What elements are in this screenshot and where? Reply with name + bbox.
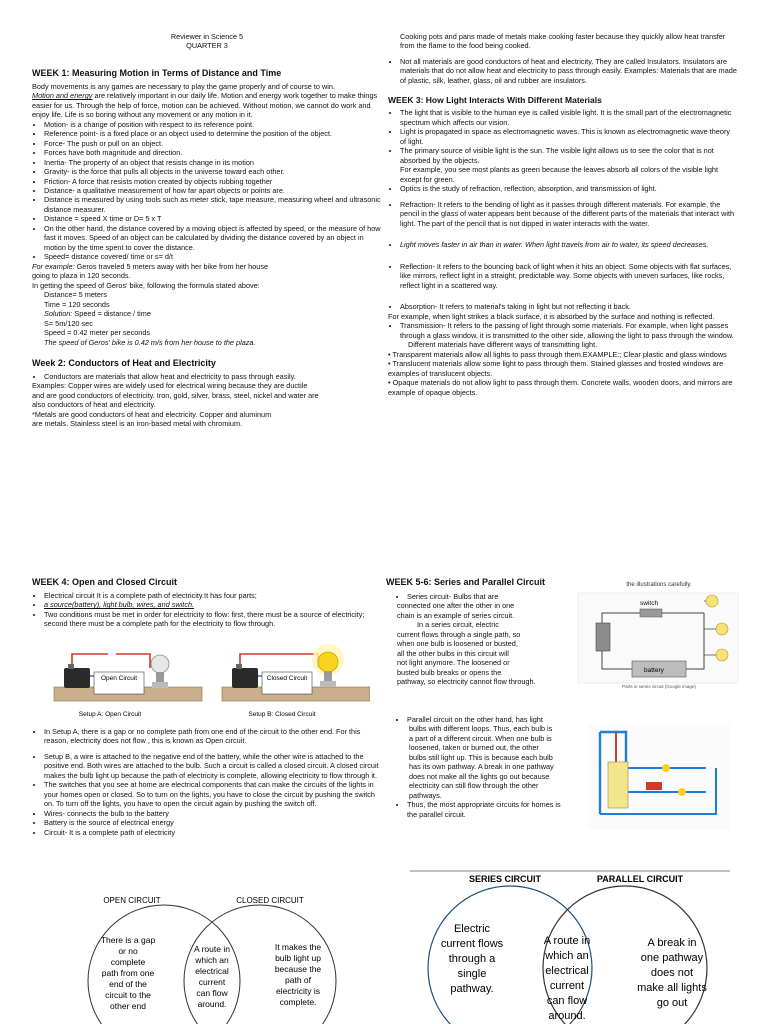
week1-intro-a: Body movements is any games are necessary to play the game properly and of course to win. <box>32 81 335 91</box>
svg-text:can flow: can flow <box>546 995 588 1007</box>
series-line: pathway, so electricity cannot flow through. <box>397 677 536 687</box>
parallel-text <box>397 715 567 819</box>
transmission-ways: Different materials have different ways of transmitting light. <box>408 340 598 350</box>
venn2-left-text <box>441 923 504 995</box>
list-item: • Circuit- It is a complete path of electricity <box>44 828 382 837</box>
list-item <box>407 715 567 724</box>
light-faster-list <box>388 240 738 249</box>
week3-heading: WEEK 3: How Light Interacts With Different Materials <box>388 95 602 106</box>
svg-text:make all lights: make all lights <box>637 982 707 994</box>
svg-text:complete.: complete. <box>279 997 317 1007</box>
list-item: • Transmission- It refers to the passing of light through some materials. For example, when light passes through a glass window, it is transmitted to the other side, allowing the light to pass through the window. <box>400 321 738 340</box>
svg-text:complete: complete <box>110 957 146 967</box>
list-item: • Distance = speed X time or D= 5 x T <box>44 214 382 223</box>
list-item: • On the other hand, the distance covered by a moving object is affected by speed, or the measure of how fast it moves. Speed of an object can be calculated by dividing the distance covered by an object in motion by the time spent to cover the distance. <box>44 224 382 252</box>
list-item <box>407 592 567 601</box>
list-item: • Optics is the study of refraction, reflection, absorption, and transmission of light. <box>400 184 738 193</box>
venn2-middle-text <box>544 935 590 1022</box>
venn-right-title: CLOSED CIRCUIT <box>236 896 304 905</box>
list-item <box>44 591 382 600</box>
series-list <box>397 592 567 601</box>
svg-text:A route in: A route in <box>543 935 591 947</box>
open-closed-venn-diagram <box>80 893 350 1024</box>
venn-left-text <box>101 935 156 1011</box>
parallel-line: has its own pathway. A break in one pathway <box>409 762 554 772</box>
list-item: • Friction- A force that resists motion created by objects rubbing together <box>44 177 382 186</box>
list-item: • In Setup A, there is a gap or no complete path from one end of the circuit to the other end. For this reason, electricity does not flow , this is known as Open circuit. <box>44 727 382 746</box>
list-item: • Reflection- It refers to the bouncing back of light when it hits an object. Some objects with flat surfaces, like mirrors, reflect light in a straight, predictable way. Some objects with uneven surfaces, like rocks, reflect light in a scattered way. <box>400 262 738 290</box>
open-circuit-label: Open Circuit <box>100 675 138 682</box>
list-item: • The light that is visible to the human eye is called visible light. It is the small part of the electromagnetic spectrum which affects our vision. <box>400 108 738 127</box>
svg-text:does not: does not <box>650 967 694 979</box>
svg-text:electrical: electrical <box>195 966 229 976</box>
list-item: • Light moves faster in air than in water. When light travels from air to water, its speed decreases. <box>400 240 738 249</box>
week1-intro <box>32 82 382 120</box>
parallel-line: bulbs still light up. This is because each bulb <box>409 752 553 762</box>
setup-b-diagram <box>222 644 370 701</box>
list-item: • Distance is measured by using tools such as meter stick, tape measure, measuring wheel and ultrasonic distance measurer. <box>44 195 382 214</box>
list-item: • Absorption- It refers to material's taking in light but not reflecting it back. <box>400 302 738 311</box>
week2-heading: Week 2: Conductors of Heat and Electricity <box>32 358 216 369</box>
parallel-line: a part of a different circuit. When one bulb is <box>409 733 552 743</box>
solution-text: Speed = distance / time <box>72 309 151 319</box>
cooking-text: Cooking pots and pans made of metals make cooking faster because they quickly allow heat transfer from the flame to the food being cooked. <box>400 32 726 51</box>
venn-right-text <box>275 942 322 1007</box>
formula-line: Speed = 0.42 meter per seconds <box>44 328 151 338</box>
list-item: • Two conditions must be met in order for electricity to flow: first, there must be a source of electricity; second there must be a complete path for the electricity to flow through. <box>44 610 382 629</box>
week2-line: *Metals are good conductors of heat and electricity. Copper and aluminum <box>32 409 272 419</box>
svg-text:There is a gap: There is a gap <box>100 935 156 945</box>
series-line: In a series circuit, electric <box>417 620 499 630</box>
opaque-text: • Opaque materials do not allow light to pass through them. Concrete walls, wooden doors, and mirrors are example of opaque objects. <box>388 378 733 397</box>
series-switch-label: switch <box>640 600 659 607</box>
svg-text:can flow: can flow <box>196 988 228 998</box>
svg-text:electricity is: electricity is <box>276 986 320 996</box>
reflection-list <box>388 262 738 290</box>
svg-text:other end: other end <box>110 1001 146 1011</box>
svg-text:because the: because the <box>274 964 322 974</box>
list-item: • Thus, the most appropriate circuits for homes is the parallel circuit. <box>407 800 567 819</box>
list-item: • Light is propagated in space as electromagnetic waves. This is known as electromagnetic wave theory of light. <box>400 127 738 146</box>
closed-circuit-label: Closed Circuit <box>266 675 308 682</box>
absorption-list <box>388 302 738 311</box>
week4-bullet1: Electrical circuit It is a complete path of electricity.It has four parts; <box>44 590 257 600</box>
list-item: • Setup B, a wire is attached to the negative end of the battery, while the other wire is attached to the positive end. Both wires are attached to the bulb. Such a circuit is called a closed circuit. A closed circuit makes the bulb light up because the path of electricity is complete, allowing electricity to flow through it. <box>44 752 382 780</box>
week4-heading: WEEK 4: Open and Closed Circuit <box>32 577 178 587</box>
caption-setup-a: Setup A: Open Circuit <box>78 711 142 718</box>
svg-text:go out: go out <box>656 997 688 1009</box>
example-text: Geros traveled 5 meters away with her bike from her house <box>74 261 269 271</box>
week4-setup-b-list <box>32 752 382 837</box>
list-item: • Motion- is a change of position with respect to its reference point. <box>44 120 382 129</box>
doc-title: Reviewer in Science 5 <box>170 32 244 41</box>
series-text <box>397 592 567 687</box>
parallel-circuit-figure <box>586 722 732 832</box>
week1-solution <box>32 309 382 318</box>
svg-text:A break in: A break in <box>647 937 697 949</box>
week2-line: also conductors of heat and electricity. <box>32 400 156 410</box>
week4-text-top <box>32 577 382 629</box>
list-item: • Gravity- is the force that pulls all objects in the universe toward each other. <box>44 167 382 176</box>
series-line: all the other bulbs in this circuit will <box>397 648 509 658</box>
parallel-line: Parallel circuit on the other hand, has light <box>407 715 543 724</box>
week2-line: are metals. Stainless steel is an iron-based metal with chromium. <box>32 419 243 429</box>
formula-line: S= 5m/120 sec <box>44 318 93 328</box>
series-line: Series circuit- Bulbs that are <box>407 592 499 601</box>
svg-text:Electric: Electric <box>453 923 491 935</box>
list-item: • a source(battery), light bulb, wires, and switch. <box>44 600 382 609</box>
svg-text:which an: which an <box>195 955 229 965</box>
top-left-column <box>32 32 382 429</box>
week1-conclusion: The speed of Geros' bike is 0.42 m/s from her house to the plaza. <box>44 337 256 347</box>
series-fig-top-text: the illustrations carefully. <box>626 582 692 588</box>
transmission-list <box>388 321 738 340</box>
series-circuit-figure <box>574 581 744 691</box>
venn2-right-title: PARALLEL CIRCUIT <box>596 874 684 884</box>
week2-line: and are good conductors of electricity. Iron, gold, silver, brass, steel, nickel and water are <box>32 390 319 400</box>
list-item: • Force- The push or pull on an object. <box>44 139 382 148</box>
svg-text:end of the: end of the <box>109 979 147 989</box>
svg-text:current: current <box>549 980 585 992</box>
week1-bullets <box>32 120 382 262</box>
formula-line: Distance= 5 meters <box>44 290 108 300</box>
week1-example2: going to plaza in 120 seconds. <box>32 271 131 281</box>
week56-heading: WEEK 5-6: Series and Parallel Circuit <box>386 577 546 587</box>
svg-text:which an: which an <box>545 950 589 962</box>
svg-text:around.: around. <box>197 999 227 1009</box>
week3-optics-list <box>388 184 738 193</box>
doc-quarter: QUARTER 3 <box>186 41 228 51</box>
parallel-line: pathways. <box>409 790 442 800</box>
venn-middle-text <box>194 944 230 1009</box>
week1-heading: WEEK 1: Measuring Motion in Terms of Distance and Time <box>32 67 282 78</box>
series-battery-label: battery <box>644 667 664 674</box>
setup-a-diagram <box>54 654 202 701</box>
svg-text:or no: or no <box>118 946 138 956</box>
thus-list <box>397 800 567 819</box>
refraction-list <box>388 200 738 228</box>
list-item: • Speed= distance covered/ time or s= d/t <box>44 252 382 261</box>
series-fig-caption: Parts in series circuit (Google image) <box>622 684 696 689</box>
svg-text:electrical: electrical <box>545 965 589 977</box>
venn2-right-text <box>637 937 707 1009</box>
formula-line: Time = 120 seconds <box>44 299 110 309</box>
week1-formula-intro: In getting the speed of Geros' bike, following the formula stated above: <box>32 280 260 290</box>
list-item: • The switches that you see at home are electrical components that can make the circuits of the lights in your homes open or closed. So to turn on the lights, you have to close the circuit by pushing the switch on. To turn off the lights, you have to open the circuit again by pushing the switch off. <box>44 780 382 808</box>
venn-left-title: OPEN CIRCUIT <box>103 896 161 905</box>
week1-intro-b: are relatively important in our daily life. Motion and energy work together to make things easier for us. Through the help of force, motion can be achieved. Without motion, we cannot do work and enjoy life. Life is so boring without any movement or any motion in it. <box>32 91 378 120</box>
svg-text:pathway.: pathway. <box>450 983 494 995</box>
parallel-line: bulbs with different loops. Thus, each bulb is <box>409 724 553 734</box>
svg-text:It makes the: It makes the <box>274 942 322 952</box>
list-item: • Battery is the source of electrical energy <box>44 818 382 827</box>
week4-text-bottom <box>32 727 382 837</box>
top-right-column <box>388 32 738 397</box>
list-item: • Wires- connects the bulb to the battery <box>44 809 382 818</box>
parallel-list <box>397 715 567 724</box>
series-parallel-venn-diagram <box>410 868 730 1024</box>
parallel-line: electricity can still flow through the other <box>409 781 539 791</box>
venn2-left-title: SERIES CIRCUIT <box>468 874 542 884</box>
week2-bullets <box>32 372 382 381</box>
parallel-line: loosened, taken or burned out, the other <box>409 743 539 753</box>
insulator-list <box>388 57 738 85</box>
svg-text:path from one: path from one <box>101 968 155 978</box>
svg-text:bulb light up: bulb light up <box>275 953 321 963</box>
week1-intro-underlined: Motion and energy <box>32 91 93 101</box>
caption-setup-b: Setup B: Closed Circuit <box>248 711 316 718</box>
list-item: • Inertia- The property of an object that resists change in its motion <box>44 158 382 167</box>
list-item: • Forces have both magnitude and direction. <box>44 148 382 157</box>
svg-text:path of: path of <box>285 975 311 985</box>
series-line: when one bulb is loosened or busted, <box>397 639 518 649</box>
list-item: • Refraction- It refers to the bending of light as it passes through different materials. For example, the pencil in the glass of water appears bent because of the different parts of the materials that interact with light. The part of the pencil that is not dipped in water interacts with the water. <box>400 200 738 228</box>
svg-text:single: single <box>457 968 487 980</box>
list-item: • Distance- a qualitative measurement of how far apart objects or points are. <box>44 186 382 195</box>
list-item: • The primary source of visible light is the sun. The visible light allows us to see the color that is not absorbed by the objects. <box>400 146 738 165</box>
solution-label: Solution: <box>44 309 73 319</box>
list-item: • Conductors are materials that allow heat and electricity to pass through easily. <box>44 372 382 381</box>
svg-text:current flows: current flows <box>440 938 504 950</box>
svg-text:one pathway: one pathway <box>640 952 704 964</box>
week4-bullets <box>32 591 382 629</box>
list-item: • Not all materials are good conductors of heat and electricity. They are called Insulators. Insulators are materials that do not allow heat and electricity to pass through easily. Examples: Materials that are made of plastic, silk, leather, glass, oil and rubber are insulators. <box>400 57 738 85</box>
series-line: connected one after the other in one <box>397 601 515 611</box>
week3-bullets <box>388 108 738 165</box>
svg-text:circuit to the: circuit to the <box>105 990 151 1000</box>
week2-line: Examples: Copper wires are widely used for electrical wiring because they are ductile <box>32 381 308 391</box>
week4-setup-list <box>32 727 382 746</box>
series-line: current flows through a single path, so <box>397 629 521 639</box>
svg-text:through a: through a <box>448 953 496 965</box>
week3-example-green: For example, you see most plants as green because the leaves absorb all colors of the visible light except for green. <box>400 165 718 184</box>
transparent-text: • Transparent materials allow all lights to pass through them.EXAMPLE:; Clear plastic and glass windows <box>388 349 727 359</box>
svg-text:A route in: A route in <box>194 944 230 954</box>
series-line: not light anymore. The loosened or <box>397 658 510 668</box>
parallel-line: does not make all the lights go out because <box>409 771 550 781</box>
list-item: • Reference point- is a fixed place or an object used to determine the position of the object. <box>44 129 382 138</box>
series-line: chain is an example of series circuit. <box>397 610 515 620</box>
svg-text:current: current <box>198 977 226 987</box>
absorption-example: For example, when light strikes a black surface, it is absorbed by the surface and nothing is reflected. <box>388 311 715 321</box>
open-closed-circuit-figure <box>50 632 370 722</box>
week1-example <box>32 262 382 271</box>
translucent-text: • Translucent materials allow some light to pass through them. Stained glasses and frosted windows are examples of translucent objects. <box>388 359 724 378</box>
svg-text:around.: around. <box>548 1010 586 1022</box>
example-label: For example: <box>32 261 75 271</box>
series-line: busted bulb breaks or opens the <box>397 667 502 677</box>
